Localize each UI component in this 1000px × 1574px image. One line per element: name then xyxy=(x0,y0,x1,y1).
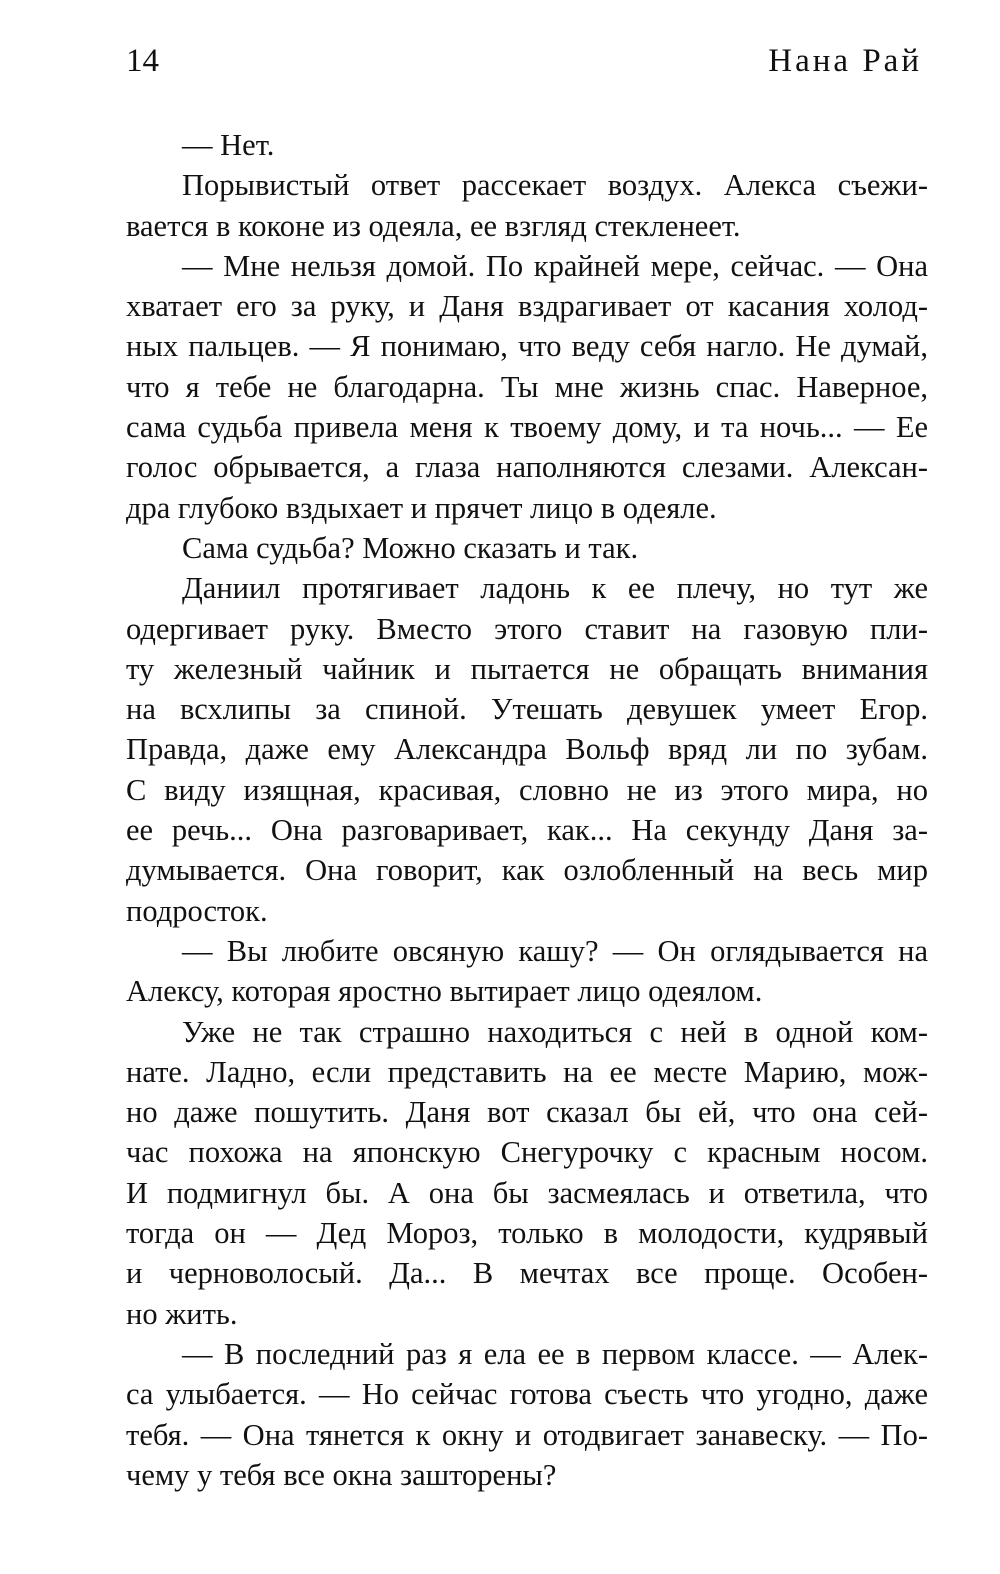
text-line: Алексу, которая яростно вытирает лицо одеялом. xyxy=(126,974,763,1009)
text-line: но даже пошутить. Даня вот сказал бы ей, что она сей- xyxy=(126,1095,928,1130)
text-line: что я тебе не благодарна. Ты мне жизнь спас. Наверное, xyxy=(126,369,928,404)
text-line: одергивает руку. Вместо этого ставит на газовую пли- xyxy=(126,611,928,646)
text-line: — В последний раз я ела ее в первом классе. — Алек- xyxy=(182,1336,928,1371)
text-line: но жить. xyxy=(126,1296,238,1331)
text-line: — Вы любите овсяную кашу? — Он оглядывается на xyxy=(182,933,928,968)
text-line: чему у тебя все окна зашторены? xyxy=(126,1457,557,1492)
text-line: — Мне нельзя домой. По крайней мере, сейчас. — Она xyxy=(182,248,928,283)
text-line: голос обрывается, а глаза наполняются слезами. Алексан- xyxy=(126,450,928,485)
page-header xyxy=(126,36,922,86)
text-line: сама судьба привела меня к твоему дому, и та ночь... — Ее xyxy=(126,410,928,445)
text-line: дра глубоко вздыхает и прячет лицо в одеяле. xyxy=(126,490,717,525)
body-text xyxy=(126,125,928,1495)
text-line: — Нет. xyxy=(182,128,275,162)
text-line: Сама судьба? Можно сказать и так. xyxy=(182,530,639,565)
text-line: час похожа на японскую Снегурочку с красным носом. xyxy=(126,1135,928,1170)
text-line: ных пальцев. — Я понимаю, что веду себя нагло. Не думай, xyxy=(126,329,928,364)
text-line: ее речь... Она разговаривает, как... На секунду Даня за- xyxy=(126,813,928,848)
text-line: Уже не так страшно находиться с ней в одной ком- xyxy=(182,1014,928,1049)
text-line: Правда, даже ему Александра Вольф вряд ли по зубам. xyxy=(126,732,928,767)
text-line: тогда он — Дед Мороз, только в молодости, кудрявый xyxy=(126,1216,928,1251)
text-line: вается в коконе из одеяла, ее взгляд стекленеет. xyxy=(126,208,741,243)
text-line: нате. Ладно, если представить на ее месте Марию, мож- xyxy=(126,1054,928,1089)
text-line: думывается. Она говорит, как озлобленный на весь мир xyxy=(126,853,928,888)
text-line: Даниил протягивает ладонь к ее плечу, но тут же xyxy=(182,571,928,606)
text-line: и черноволосый. Да... В мечтах все проще. Особен- xyxy=(126,1256,928,1291)
text-line: са улыбается. — Но сейчас готова съесть что угодно, даже xyxy=(126,1377,928,1412)
text-line: на всхлипы за спиной. Утешать девушек умеет Егор. xyxy=(126,692,928,727)
text-line: подросток. xyxy=(126,893,268,928)
page-number: 14 xyxy=(126,42,159,79)
text-line: ту железный чайник и пытается не обращать внимания xyxy=(126,651,928,686)
text-line: Порывистый ответ рассекает воздух. Алекса съежи- xyxy=(182,168,928,203)
running-head-author: Нана Рай xyxy=(768,42,922,79)
text-line: тебя. — Она тянется к окну и отодвигает занавеску. — По- xyxy=(126,1417,928,1452)
text-line: хватает его за руку, и Даня вздрагивает от касания холод- xyxy=(126,289,928,324)
text-line: С виду изящная, красивая, словно не из этого мира, но xyxy=(126,772,928,807)
text-line: И подмигнул бы. А она бы засмеялась и ответила, что xyxy=(126,1175,928,1210)
